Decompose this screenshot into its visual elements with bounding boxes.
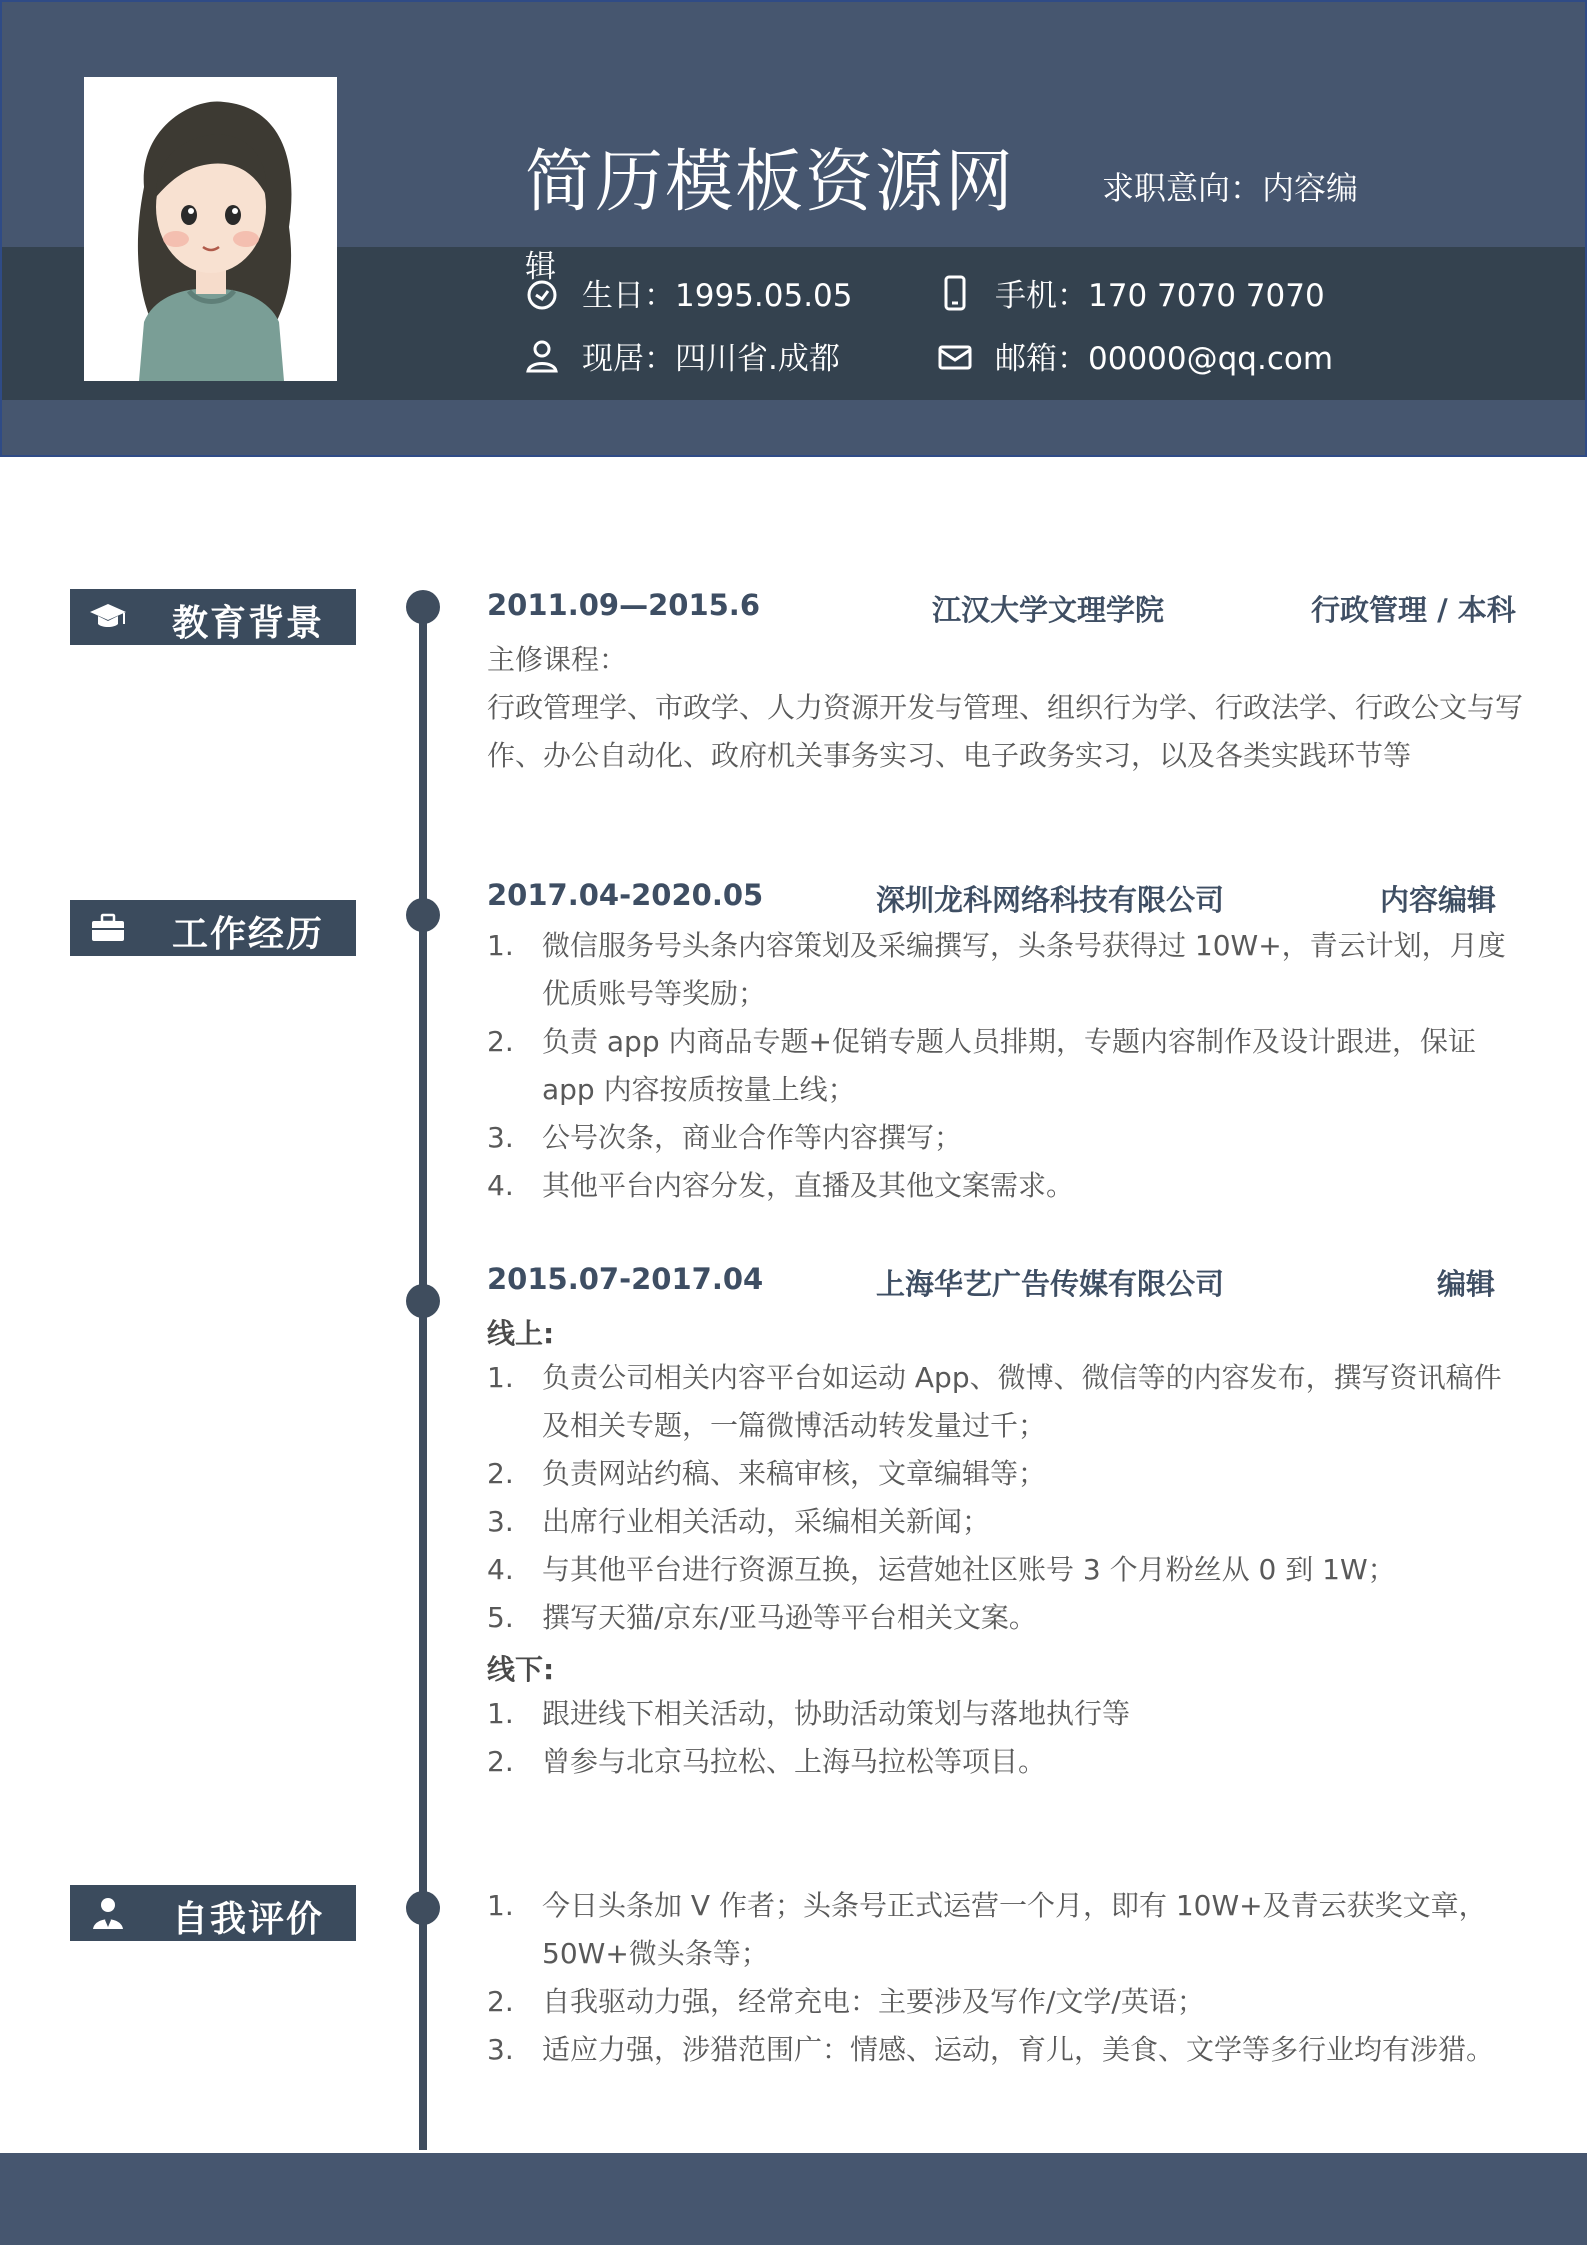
job2-item-text: 曾参与北京马拉松、上海马拉松等项目。: [542, 1745, 1047, 1778]
job2-item-text: 跟进线下相关活动，协助活动策划与落地执行等: [542, 1697, 1131, 1730]
job2-item-number: 2.: [487, 1745, 514, 1778]
self-item-number: 2.: [487, 1985, 514, 2018]
education-courses-line1: 行政管理学、市政学、人力资源开发与管理、组织行为学、行政法学、行政公文与写: [487, 691, 1524, 724]
section-education-title: 教育背景: [172, 603, 325, 644]
job2-item-text: 与其他平台进行资源互换，运营她社区账号 3 个月粉丝从 0 到 1W；: [542, 1553, 1396, 1586]
user-location-icon: [524, 338, 560, 374]
timeline-dot-self: [406, 1891, 440, 1925]
briefcase-icon: [88, 911, 128, 945]
job1-role: 内容编辑: [1380, 883, 1497, 917]
job1-date: 2017.04-2020.05: [487, 878, 764, 912]
section-self-title: 自我评价: [172, 1899, 325, 1940]
job-intent: 求职意向：内容编: [1102, 169, 1359, 207]
section-self: [70, 1885, 356, 1941]
job1-item-number: 3.: [487, 1121, 514, 1154]
info-birthday: [524, 270, 853, 315]
job2-item-number: 1.: [487, 1361, 514, 1394]
job1-company: 深圳龙科网络科技有限公司: [876, 883, 1225, 917]
job2-item-text: 负责网站约稿、来稿审核，文章编辑等；: [542, 1457, 1047, 1490]
job1-item-text: 微信服务号头条内容策划及采编撰写，头条号获得过 10W+，青云计划，月度优质账号等奖励；: [542, 929, 1506, 1010]
job2-item-text: 撰写天猫/京东/亚马逊等平台相关文案。: [542, 1601, 1037, 1634]
education-major: 行政管理 / 本科: [1311, 593, 1516, 627]
section-education: [70, 589, 356, 645]
job1-item-text: 公号次条，商业合作等内容撰写；: [542, 1121, 963, 1154]
section-work-title: 工作经历: [172, 914, 325, 955]
job2-online-label: 线上:: [487, 1317, 555, 1350]
job2-item-number: 3.: [487, 1505, 514, 1538]
job2-offline-label: 线下:: [487, 1653, 555, 1686]
job1-header-row: [487, 878, 1523, 922]
job2-item-text: 负责公司相关内容平台如运动 App、微博、微信等的内容发布，撰写资讯稿件及相关专题，一篇微博活动转发量过千；: [542, 1361, 1502, 1442]
timeline-dot-work: [406, 898, 440, 932]
job1-item-text: 负责 app 内商品专题+促销专题人员排期，专题内容制作及设计跟进，保证 app 内容按质按量上线；: [542, 1025, 1476, 1106]
timeline-dot-job2: [406, 1284, 440, 1318]
job2-item-text: 出席行业相关活动，采编相关新闻；: [542, 1505, 991, 1538]
job2-company: 上海华艺广告传媒有限公司: [876, 1267, 1225, 1301]
graduation-cap-icon: [88, 600, 128, 634]
education-courses-label: 主修课程：: [487, 643, 628, 676]
job2-item-number: 1.: [487, 1697, 514, 1730]
education-school: 江汉大学文理学院: [932, 593, 1165, 627]
self-item-text: 自我驱动力强，经常充电：主要涉及写作/文学/英语；: [542, 1985, 1205, 2018]
candidate-name: 简历模板资源网: [525, 143, 1016, 222]
birthday-icon: [524, 275, 560, 311]
info-location-text: 现居：四川省.成都: [582, 341, 840, 377]
timeline-dot-education: [406, 590, 440, 624]
job2-date: 2015.07-2017.04: [487, 1262, 764, 1296]
job2-header-row: [487, 1262, 1523, 1306]
info-email-text: 邮箱：00000@qq.com: [995, 341, 1334, 377]
self-item-text: 今日头条加 V 作者；头条号正式运营一个月，即有 10W+及青云获奖文章，50W+微头条等；: [542, 1889, 1487, 1970]
person-icon: [88, 1896, 128, 1930]
job2-item-number: 2.: [487, 1457, 514, 1490]
job1-item-number: 1.: [487, 929, 514, 962]
info-phone: [937, 270, 1325, 315]
job2-role: 编辑: [1437, 1267, 1496, 1301]
education-date: 2011.09—2015.6: [487, 588, 760, 622]
education-courses-line2: 作、办公自动化、政府机关事务实习、电子政务实习，以及各类实践环节等: [487, 739, 1412, 772]
job1-item-number: 4.: [487, 1169, 514, 1202]
job-intent-wrap: 辑: [525, 249, 556, 285]
job1-item-text: 其他平台内容分发，直播及其他文案需求。: [542, 1169, 1075, 1202]
job2-item-number: 5.: [487, 1601, 514, 1634]
section-work: [70, 900, 356, 956]
self-item-number: 1.: [487, 1889, 514, 1922]
self-item-text: 适应力强，涉猎范围广：情感、运动，育儿，美食、文学等多行业均有涉猎。: [542, 2033, 1495, 2066]
avatar-photo: [84, 77, 337, 381]
education-header-row: [487, 588, 1523, 632]
info-location: [524, 333, 840, 378]
info-email: [937, 333, 1333, 378]
envelope-icon: [937, 338, 973, 374]
job2-item-number: 4.: [487, 1553, 514, 1586]
info-phone-text: 手机：170 7070 7070: [995, 278, 1325, 314]
phone-icon: [937, 275, 973, 311]
self-item-number: 3.: [487, 2033, 514, 2066]
info-birthday-text: 生日：1995.05.05: [582, 278, 853, 314]
footer-band: [0, 2153, 1587, 2245]
job1-item-number: 2.: [487, 1025, 514, 1058]
